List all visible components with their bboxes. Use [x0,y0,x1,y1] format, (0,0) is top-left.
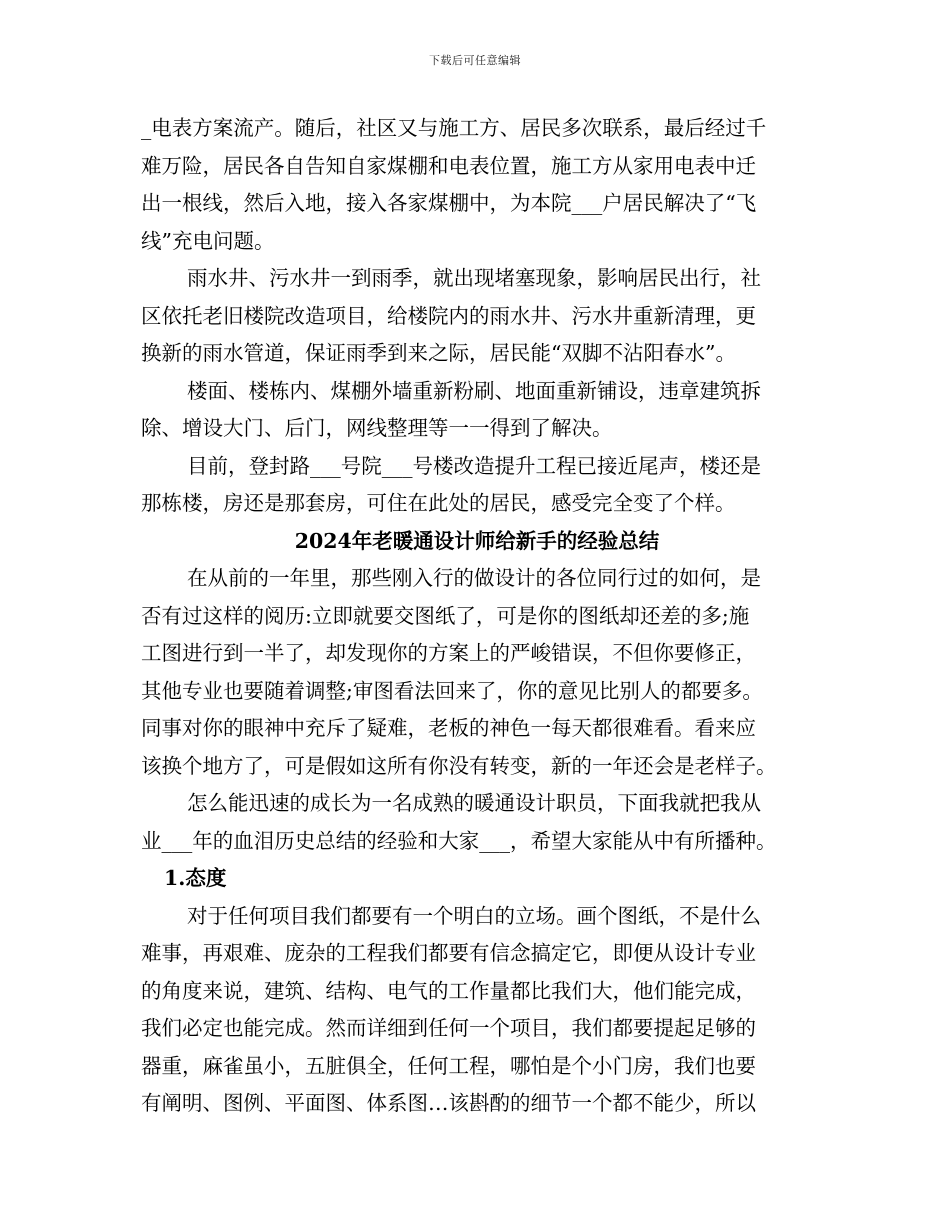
text-line: 难万险，居民各自告知自家煤棚和电表位置，施工方从家用电表中迁 [141,153,756,178]
paragraph [141,373,813,448]
paragraph [141,560,813,785]
text-line: 对于任何项目我们都要有一个明白的立场。画个图纸，不是什么 [187,903,761,928]
text-line: 出一根线，然后入地，接入各家煤棚中，为本院___户居民解决了“飞 [141,191,757,215]
text-line: 怎么能迅速的成长为一名成熟的暖通设计职员，下面我就把我从 [187,791,761,815]
text-line: 该换个地方了，可是假如这所有你没有转变，新的一年还会是老样子。 [141,753,777,778]
text-line: 器重，麻雀虽小，五脏俱全，任何工程，哪怕是个小门房，我们也要 [141,1053,756,1078]
text-line: 的角度来说，建筑、结构、电气的工作量都比我们大，他们能完成， [141,978,756,1003]
text-line: 换新的雨水管道，保证雨季到来之际，居民能“双脚不沾阳春水”。 [141,341,736,365]
page-header: 下载后可任意编辑 [429,54,521,67]
text-line: 难事，再艰难、庞杂的工程我们都要有信念搞定它，即便从设计专业 [141,941,756,965]
paragraph [141,110,813,260]
paragraph [141,448,813,523]
text-line: 否有过这样的阅历:立即就要交图纸了，可是你的图纸却还差的多;施 [141,603,750,628]
text-line: 楼面、楼栋内、煤棚外墙重新粉刷、地面重新铺设，违章建筑拆 [187,378,761,403]
article-title: 2024年老暖通设计师给新手的经验总结 [294,528,660,553]
paragraph [141,898,813,1123]
text-line: 区依托老旧楼院改造项目，给楼院内的雨水井、污水井重新清理，更 [141,303,756,328]
document-body [141,110,813,1123]
text-line: 其他专业也要随着调整;审图看法回来了，你的意见比别人的都要多。 [141,678,763,703]
text-line: 有阐明、图例、平面图、体系图…该斟酌的细节一个都不能少，所以 [141,1091,756,1115]
text-line: _电表方案流产。随后，社区又与施工方、居民多次联系，最后经过千 [141,116,767,140]
paragraph [141,785,813,860]
text-line: 目前，登封路___号院___号楼改造提升工程已接近尾声，楼还是 [187,453,761,478]
paragraph [141,260,813,373]
text-line: 除、增设大门、后门，网线整理等一一得到了解决。 [141,416,613,440]
text-line: 我们必定也能完成。然而详细到任何一个项目，我们都要提起足够的 [141,1016,756,1040]
text-line: 工图进行到一半了，却发现你的方案上的严峻错误，不但你要修正， [141,641,756,665]
text-line: 业___年的血泪历史总结的经验和大家___，希望大家能从中有所播种。 [141,828,777,853]
text-line: 同事对你的眼神中充斥了疑难，老板的神色一每天都很难看。看来应 [141,716,756,740]
text-line: 雨水井、污水井一到雨季，就出现堵塞现象，影响居民出行，社 [187,266,761,290]
text-line: 在从前的一年里，那些刚入行的做设计的各位同行过的如何，是 [187,566,761,590]
section-heading: 1.态度 [164,866,227,890]
text-line: 线”充电问题。 [141,228,275,253]
text-line: 那栋楼，房还是那套房，可住在此处的居民，感受完全变了个样。 [141,491,736,515]
